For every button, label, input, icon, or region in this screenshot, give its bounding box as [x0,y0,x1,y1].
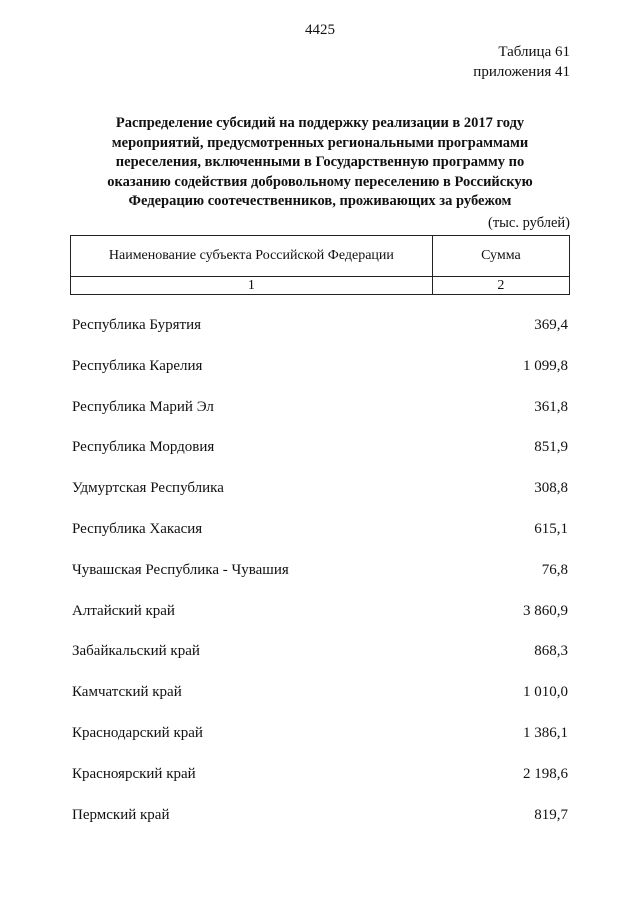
table-reference-line-2: приложения 41 [473,64,570,80]
region-name: Республика Марий Эл [72,398,214,415]
subsidy-amount: 369,4 [534,317,568,333]
table-row [0,472,640,513]
table-row [0,350,640,391]
region-name: Красноярский край [72,765,196,782]
table-row [0,554,640,595]
subsidy-amount: 3 860,9 [523,602,568,619]
subsidy-amount: 615,1 [534,520,568,537]
column-number-1: 1 [71,277,433,295]
subsidy-amount: 1 386,1 [523,724,568,741]
region-name: Удмуртская Республика [72,480,224,497]
table-row [0,391,640,432]
table-reference [473,42,570,82]
subsidy-amount: 868,3 [534,643,568,660]
region-name: Республика Бурятия [72,317,202,333]
title-line: Федерацию соотечественников, проживающих за рубежом [128,193,512,209]
region-name: Республика Мордовия [72,439,215,456]
subsidy-amount: 1 099,8 [523,357,568,374]
table-row [0,799,640,840]
table-row [0,635,640,676]
header-row [71,236,570,277]
subsidy-amount: 2 198,6 [523,765,568,782]
header-region-name: Наименование субъекта Российской Федерации [71,236,433,277]
table-row [0,309,640,350]
subsidy-amount: 1 010,0 [523,684,568,701]
table-row [0,758,640,799]
region-name: Пермский край [72,806,170,823]
page-number: 4425 [305,22,335,38]
subsidy-amount: 361,8 [534,398,568,415]
table-row [0,676,640,717]
subsidy-amount: 308,8 [534,480,568,497]
column-number-2: 2 [432,277,569,295]
title-line: Распределение субсидий на поддержку реализации в 2017 году [115,115,525,131]
region-name: Краснодарский край [72,724,203,741]
table-row [0,595,640,636]
title-line: переселения, включенными в Государственную программу по [115,154,525,170]
region-name: Чувашская Республика - Чувашия [72,561,289,578]
title-line: оказанию содействия добровольному переселению в Российскую [107,173,533,190]
table-row [0,431,640,472]
column-number-row [71,277,570,295]
subsidy-amount: 76,8 [541,561,568,578]
region-name: Алтайский край [72,602,175,619]
units-label: (тыс. рублей) [488,215,570,231]
table-reference-line-1: Таблица 61 [498,44,570,60]
header-sum: Сумма [432,236,569,277]
subsidy-amount: 851,9 [534,439,568,456]
table-header [70,235,570,295]
document-title [60,114,580,212]
region-name: Республика Карелия [72,357,203,374]
title-line: мероприятий, предусмотренных региональными программами [111,134,529,151]
table-row [0,717,640,758]
region-name: Камчатский край [72,684,182,701]
table-body [0,309,640,839]
region-name: Забайкальский край [72,643,200,660]
subsidy-amount: 819,7 [534,806,568,823]
table-row [0,513,640,554]
region-name: Республика Хакасия [72,520,203,537]
